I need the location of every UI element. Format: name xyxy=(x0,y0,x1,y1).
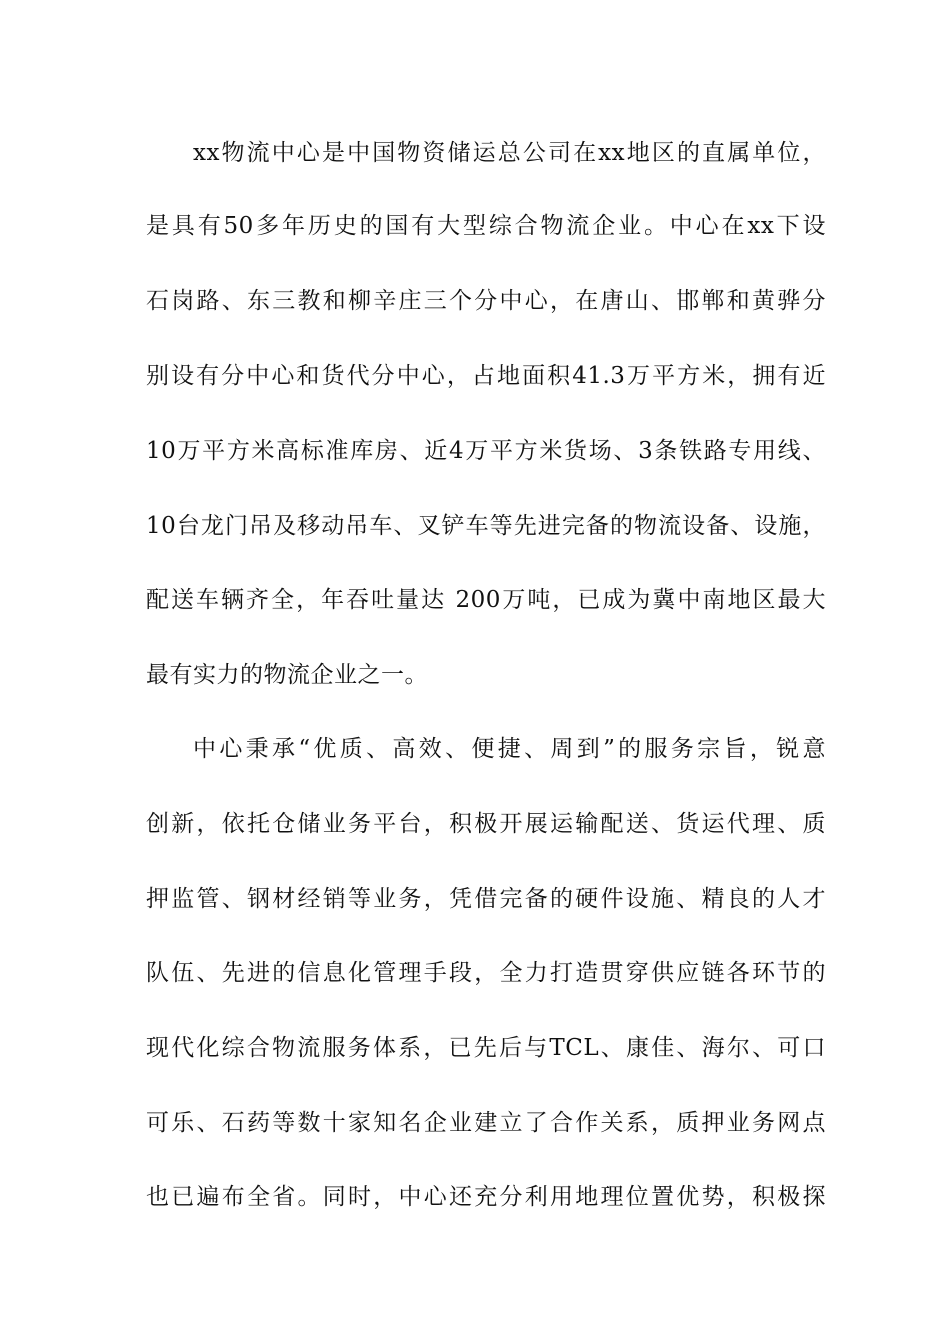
paragraph-1-line-1: xx物流中心是中国物资储运总公司在xx地区的直属单位， xyxy=(193,140,826,166)
paragraph-1-line-8: 最有实力的物流企业之一。 xyxy=(146,662,428,688)
paragraph-2-line-5: 现代化综合物流服务体系，已先后与TCL、康佳、海尔、可口 xyxy=(146,1035,826,1061)
paragraph-1-line-5: 10万平方米高标准库房、近4万平方米货场、3条铁路专用线、 xyxy=(146,438,826,464)
paragraph-2-line-3: 押监管、钢材经销等业务，凭借完备的硬件设施、精良的人才 xyxy=(146,886,826,912)
paragraph-2-line-2: 创新，依托仓储业务平台，积极开展运输配送、货运代理、质 xyxy=(146,811,826,837)
paragraph-1-line-4: 别设有分中心和货代分中心，占地面积41.3万平方米，拥有近 xyxy=(146,363,826,389)
paragraph-1-line-3: 石岗路、东三教和柳辛庄三个分中心，在唐山、邯郸和黄骅分 xyxy=(146,288,826,314)
paragraph-2-line-7: 也已遍布全省。同时，中心还充分利用地理位置优势，积极探 xyxy=(146,1184,826,1210)
paragraph-1-line-2: 是具有50多年历史的国有大型综合物流企业。中心在xx下设 xyxy=(146,213,826,239)
paragraph-2-line-1: 中心秉承“优质、高效、便捷、周到”的服务宗旨，锐意 xyxy=(193,736,826,762)
paragraph-2-line-4: 队伍、先进的信息化管理手段，全力打造贯穿供应链各环节的 xyxy=(146,960,826,986)
paragraph-2-line-6: 可乐、石药等数十家知名企业建立了合作关系，质押业务网点 xyxy=(146,1110,826,1136)
paragraph-1-line-6: 10台龙门吊及移动吊车、叉铲车等先进完备的物流设备、设施， xyxy=(146,513,826,539)
paragraph-1-line-7: 配送车辆齐全，年吞吐量达 200万吨，已成为冀中南地区最大 xyxy=(146,587,826,613)
